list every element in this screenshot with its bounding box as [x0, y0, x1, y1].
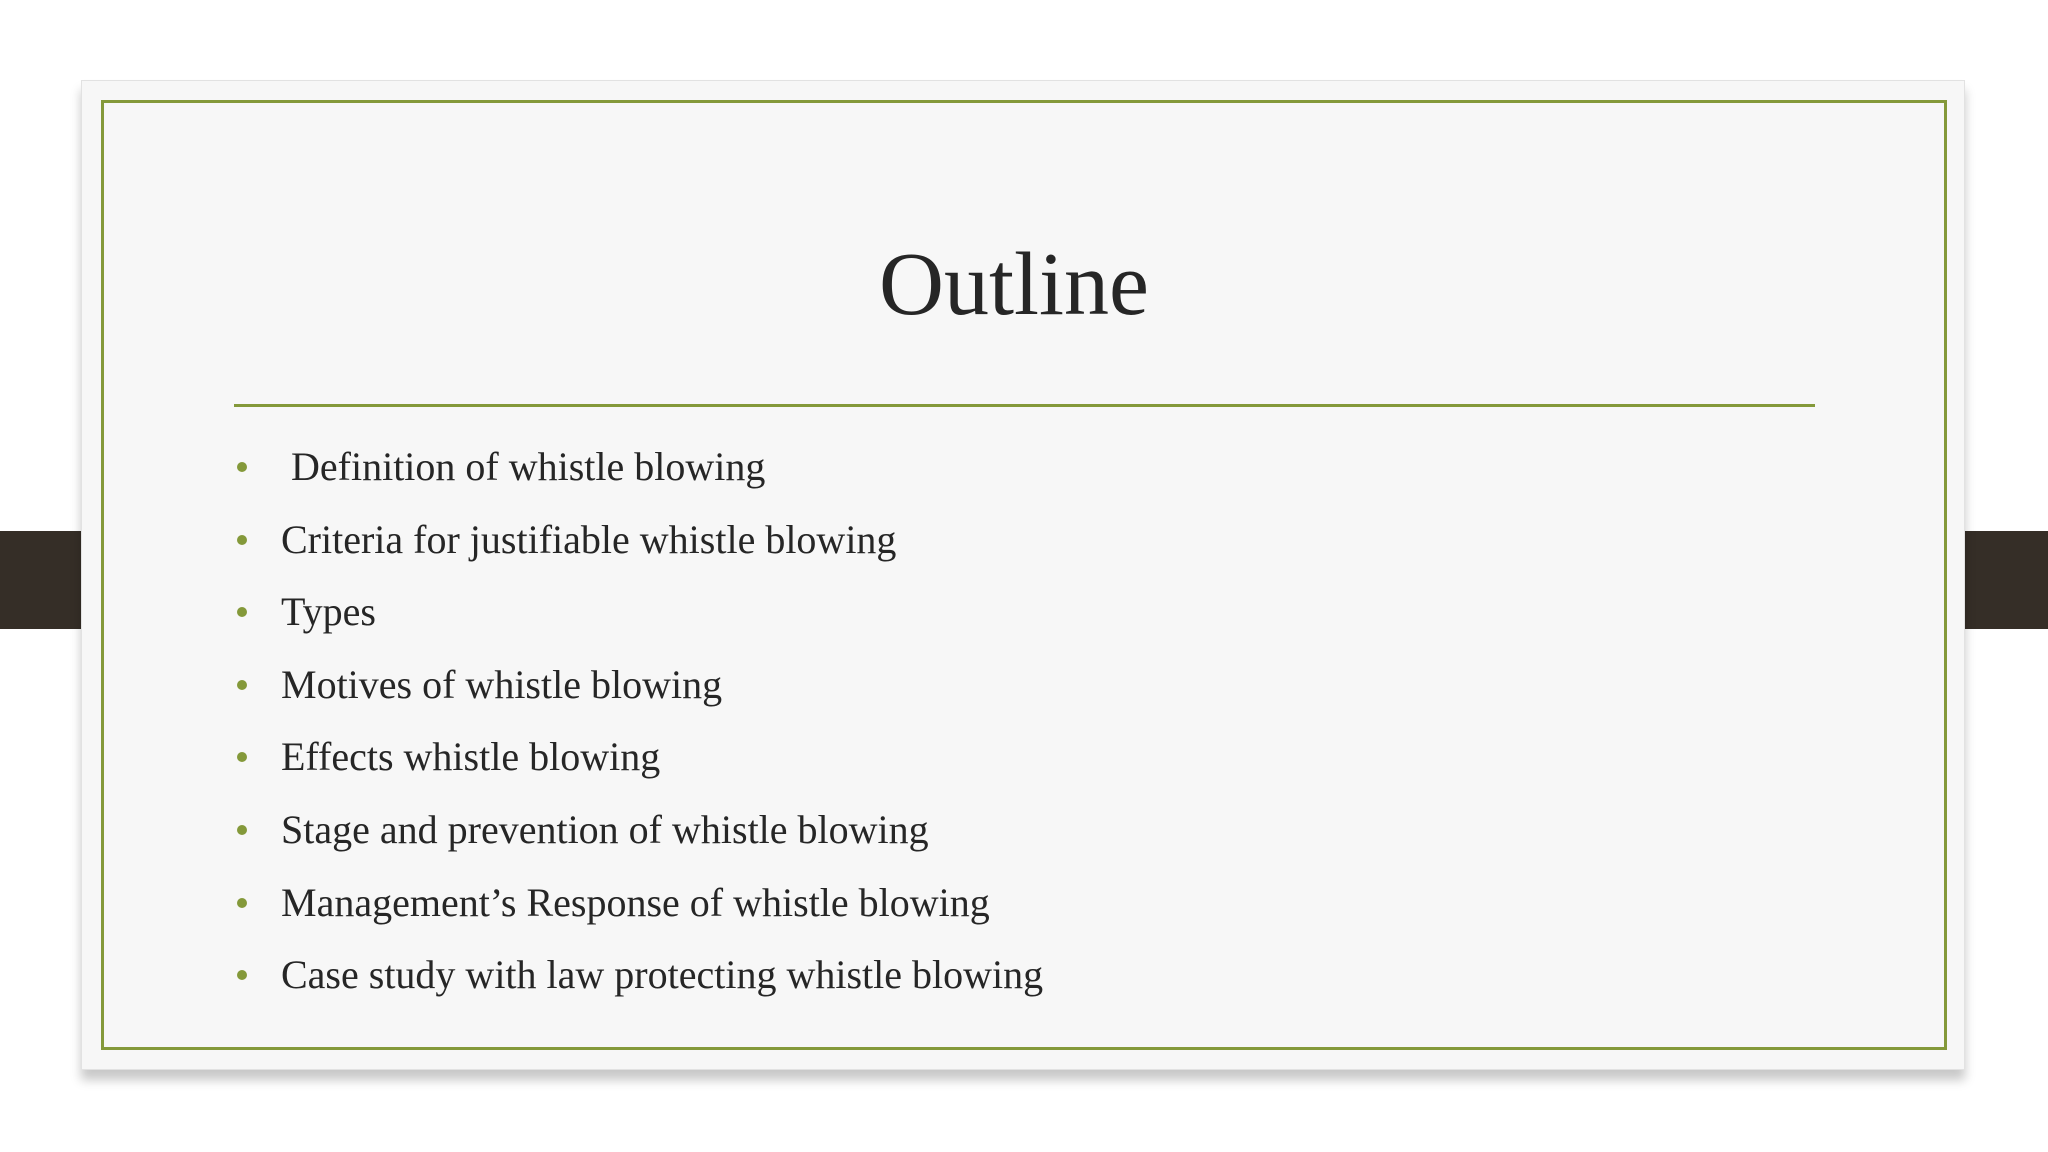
list-item-text: Definition of whistle blowing	[281, 444, 766, 489]
bullet-dot-icon	[237, 535, 247, 545]
slide-title: Outline	[879, 235, 1149, 334]
bullet-dot-icon	[237, 680, 247, 690]
list-item-text: Management’s Response of whistle blowing	[281, 879, 990, 925]
list-item-text: Case study with law protecting whistle blowing	[281, 952, 1044, 998]
list-item-text: Criteria for justifiable whistle blowing	[281, 516, 897, 562]
list-item-text: Effects whistle blowing	[281, 734, 661, 780]
bullet-dot-icon	[237, 825, 247, 835]
list-item-text: Stage and prevention of whistle blowing	[281, 806, 929, 852]
list-item-text: Motives of whistle blowing	[281, 661, 723, 707]
title-divider	[234, 404, 1815, 407]
bullet-dot-icon	[237, 898, 247, 908]
bullet-dot-icon	[237, 462, 247, 472]
list-item-text: Types	[281, 589, 376, 635]
